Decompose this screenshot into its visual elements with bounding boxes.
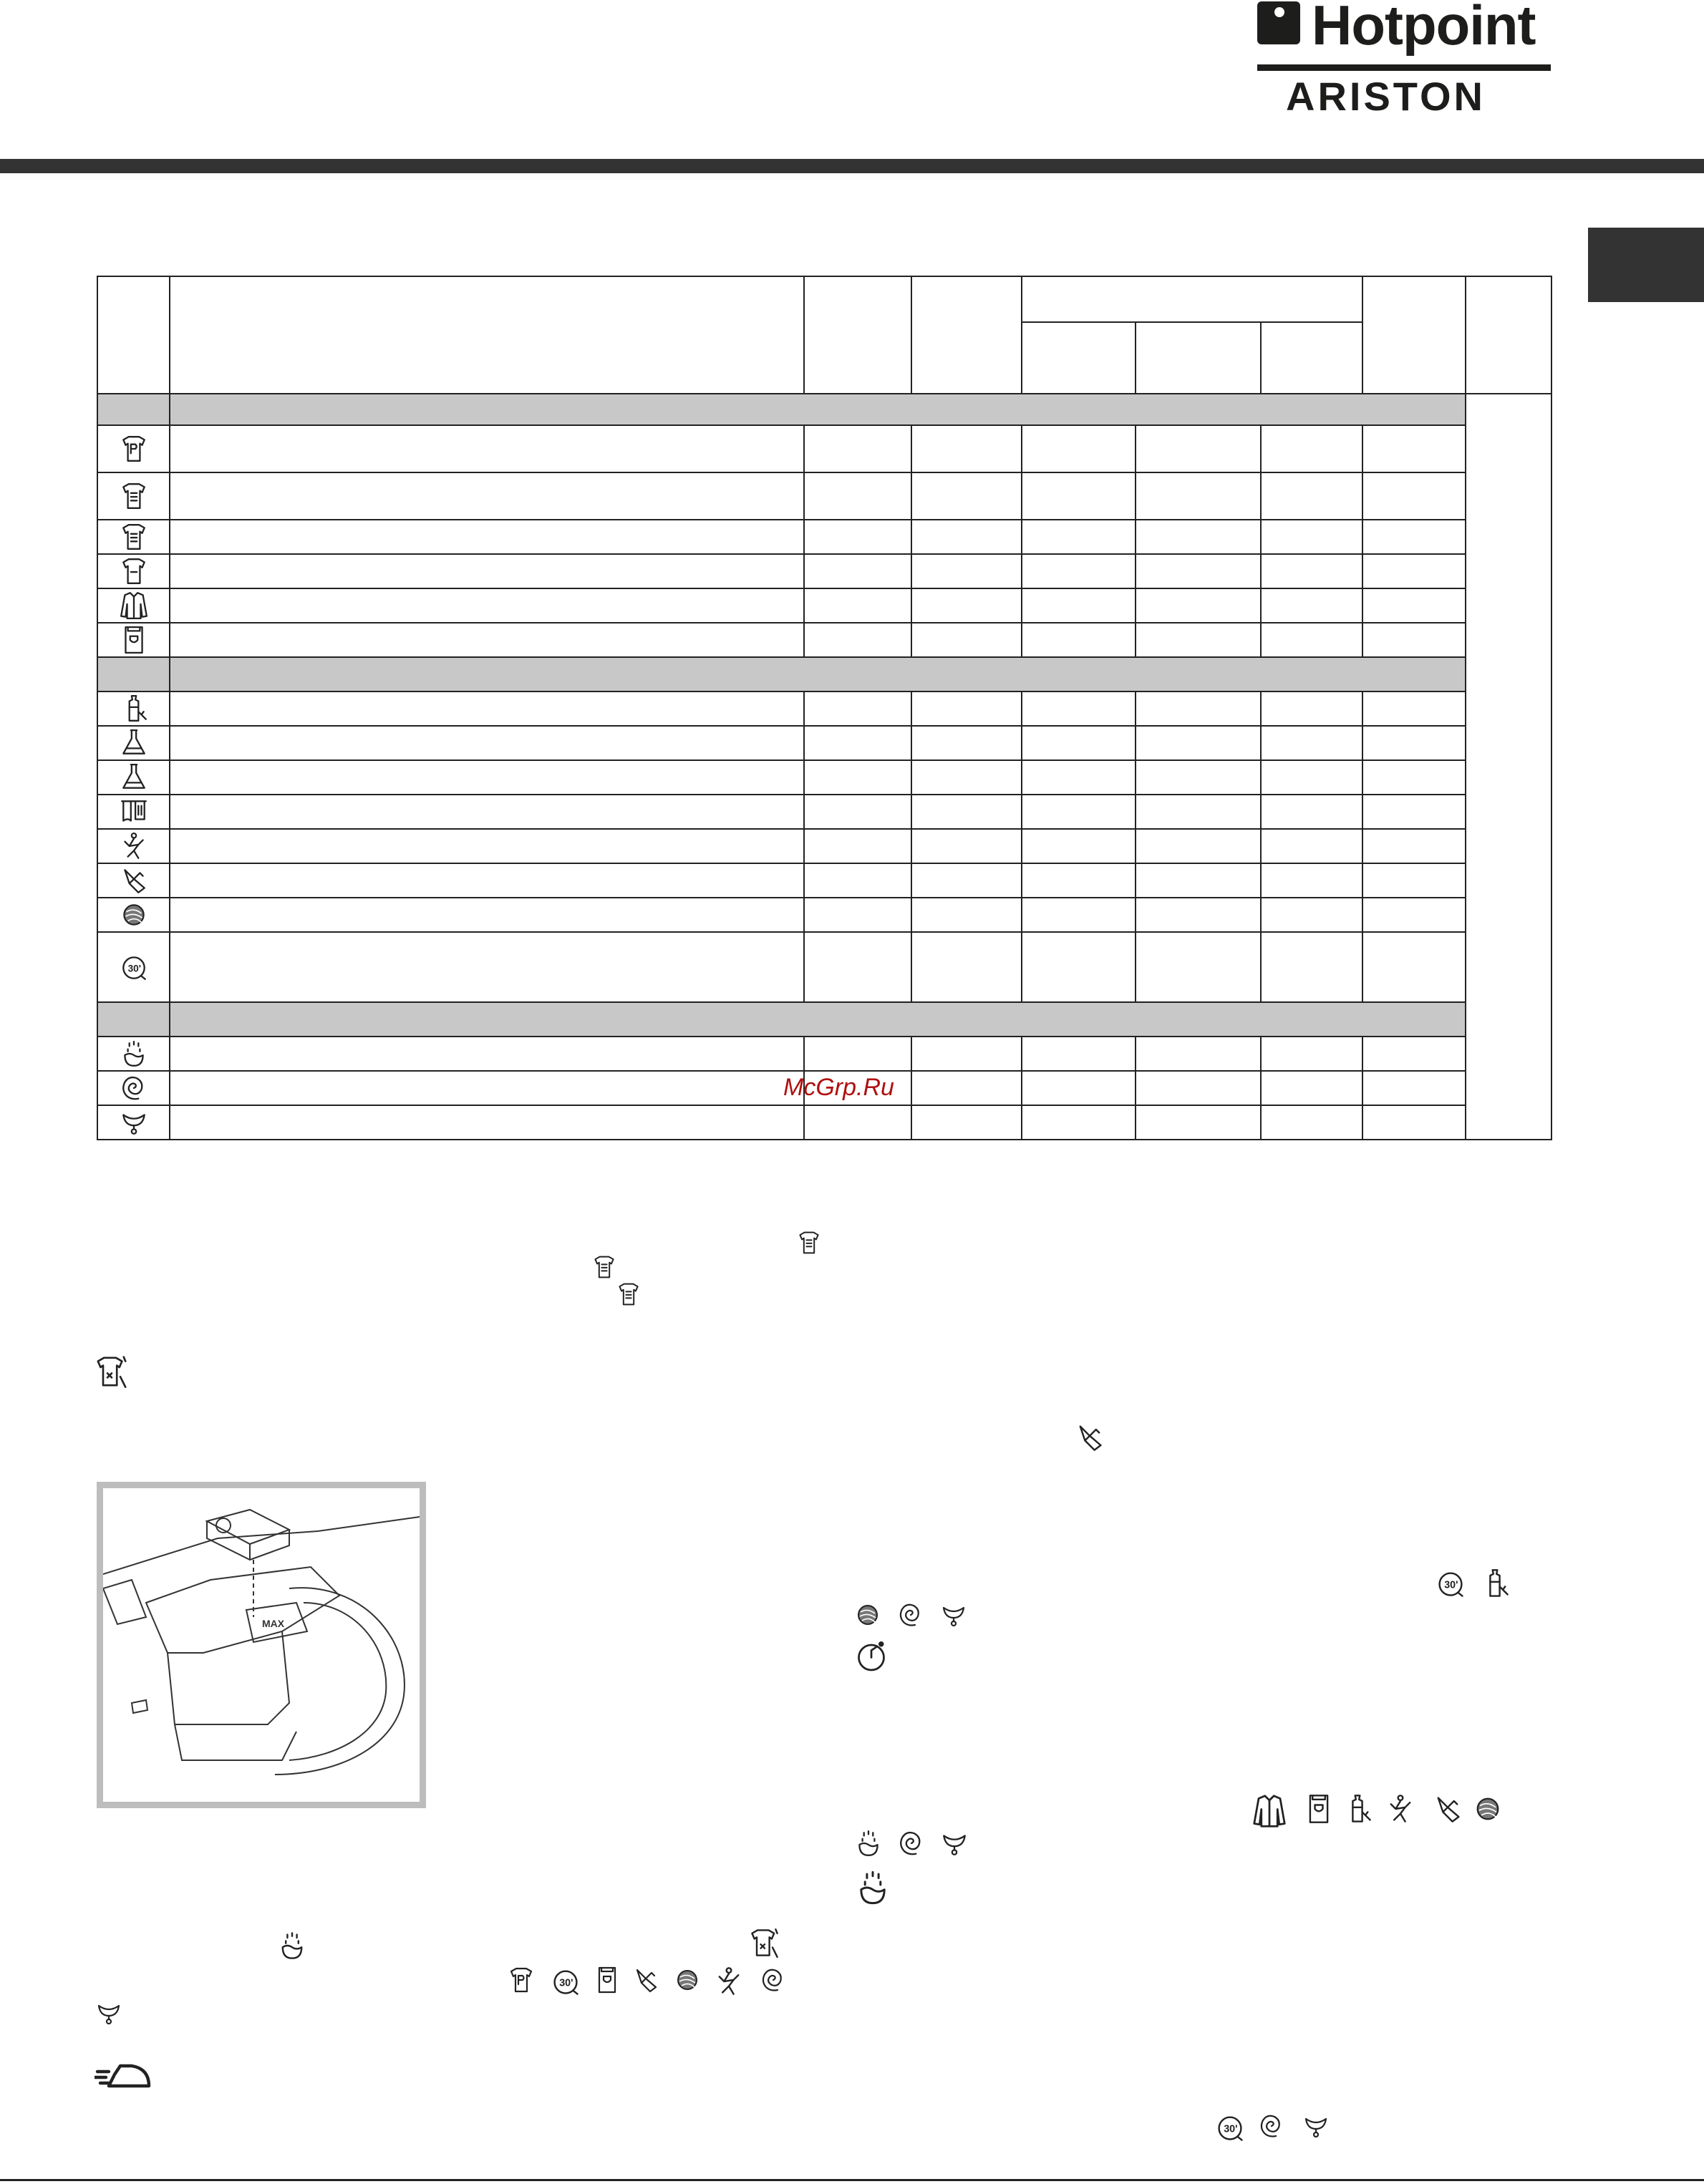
table-row	[97, 623, 1551, 657]
brand-name-top: Hotpoint	[1312, 0, 1536, 57]
table-cell	[911, 760, 1022, 795]
table-cell	[1261, 829, 1362, 863]
brand-name-bottom: ARISTON	[1286, 74, 1486, 119]
wool-icon	[1472, 1793, 1504, 1825]
table-row	[97, 1105, 1551, 1140]
table-cell	[911, 1037, 1022, 1071]
table-row	[97, 425, 1551, 472]
table-cell	[170, 588, 804, 623]
spin-icon	[759, 1966, 788, 1994]
table-cell	[911, 726, 1022, 760]
jacket-icon	[97, 588, 170, 623]
express-30-icon	[97, 932, 170, 1002]
table-cell	[170, 520, 804, 554]
table-cell	[804, 425, 911, 472]
table-cell	[1136, 520, 1261, 554]
table-row	[97, 932, 1551, 1002]
table-cell	[804, 760, 911, 795]
table-cell	[170, 1071, 804, 1105]
table-cell	[1362, 1071, 1466, 1105]
header-bar	[0, 159, 1704, 173]
flask-icon	[97, 760, 170, 795]
logo-mark-icon	[1257, 1, 1300, 44]
table-cell	[1136, 1071, 1261, 1105]
band-cell	[97, 394, 170, 425]
silk-icon	[631, 1966, 660, 1994]
table-cell	[170, 1037, 804, 1071]
table-cell	[804, 1037, 911, 1071]
table-cell	[1136, 898, 1261, 932]
table-row	[97, 472, 1551, 520]
table-cell	[1362, 932, 1466, 1002]
table-cell	[804, 795, 911, 829]
table-cell	[1261, 1105, 1362, 1140]
table-cell	[1136, 588, 1261, 623]
table-cell	[170, 425, 804, 472]
svg-text:30': 30'	[1444, 1579, 1458, 1591]
detergent-drawer-figure	[97, 1482, 426, 1808]
table-row	[97, 588, 1551, 623]
section-band	[97, 657, 1551, 691]
table-cell	[1136, 1105, 1261, 1140]
logo-divider	[1257, 64, 1551, 71]
wool-icon	[97, 898, 170, 932]
section-band	[97, 1002, 1551, 1037]
table-cell	[1362, 1037, 1466, 1071]
table-cell	[804, 691, 911, 726]
timer-icon	[853, 1638, 889, 1674]
rinse-icon	[853, 1868, 892, 1907]
table-cell	[911, 520, 1022, 554]
iron-icon	[95, 2043, 152, 2100]
table-cell	[1362, 760, 1466, 795]
jeans-icon	[1303, 1793, 1335, 1825]
band-cell	[170, 1002, 1466, 1037]
table-cell	[1261, 760, 1362, 795]
table-cell	[1136, 554, 1261, 588]
table-cell	[1022, 1071, 1136, 1105]
drain-icon	[97, 1105, 170, 1140]
table-cell	[1022, 1037, 1136, 1071]
table-cell	[1362, 898, 1466, 932]
table-cell	[804, 472, 911, 520]
table-row	[97, 760, 1551, 795]
table-cell	[1362, 472, 1466, 520]
table-cell	[170, 691, 804, 726]
spin-icon	[97, 1071, 170, 1105]
table-cell	[170, 863, 804, 898]
header-cell	[1022, 276, 1362, 322]
header-cell	[804, 276, 911, 394]
table-cell	[1362, 691, 1466, 726]
spin-icon	[1257, 2112, 1286, 2140]
svg-text:30': 30'	[127, 963, 141, 974]
table-cell	[1022, 554, 1136, 588]
baby-bottle-icon	[97, 691, 170, 726]
table-cell	[1362, 623, 1466, 657]
table-cell	[1022, 1105, 1136, 1140]
table-cell	[1261, 932, 1362, 1002]
table-cell	[1261, 898, 1362, 932]
table-cell	[911, 795, 1022, 829]
table-header-row	[97, 276, 1551, 322]
header-cell	[911, 276, 1022, 394]
table-cell	[170, 932, 804, 1002]
table-cell	[804, 898, 911, 932]
header-cell	[170, 276, 804, 394]
table-row	[97, 863, 1551, 898]
table-cell	[170, 726, 804, 760]
table-cell	[804, 932, 911, 1002]
shirt-p-icon	[507, 1966, 536, 1994]
table-cell	[1022, 425, 1136, 472]
notes-column	[1466, 394, 1551, 1140]
footer-rule	[0, 2179, 1704, 2181]
table-cell	[1362, 829, 1466, 863]
table-cell	[804, 554, 911, 588]
table-cell	[911, 1071, 1022, 1105]
header-cell	[1261, 322, 1362, 394]
svg-text:30': 30'	[559, 1977, 573, 1989]
table-cell	[911, 829, 1022, 863]
table-row	[97, 554, 1551, 588]
table-cell	[911, 623, 1022, 657]
shirt-lines-icon	[796, 1230, 822, 1256]
table-cell	[1136, 795, 1261, 829]
table-cell	[1136, 1037, 1261, 1071]
express-30-icon	[1435, 1568, 1466, 1599]
drawer-illustration	[103, 1488, 420, 1802]
table-cell	[911, 898, 1022, 932]
feather-figure-icon	[1385, 1793, 1416, 1825]
shirt-p-icon	[97, 425, 170, 472]
table-row	[97, 898, 1551, 932]
language-tab	[1588, 228, 1704, 302]
max-label: MAX	[262, 1618, 285, 1629]
band-cell	[170, 657, 1466, 691]
table-cell	[170, 554, 804, 588]
rinse-icon	[853, 1828, 884, 1858]
table-cell	[1261, 554, 1362, 588]
jacket-icon	[1252, 1793, 1287, 1829]
header-cell	[97, 276, 170, 394]
table-cell	[1362, 863, 1466, 898]
table-cell	[1261, 863, 1362, 898]
table-cell	[1261, 425, 1362, 472]
table-cell	[1022, 863, 1136, 898]
programme-table	[97, 276, 1552, 1140]
table-cell	[1362, 520, 1466, 554]
table-cell	[911, 425, 1022, 472]
spin-icon	[896, 1828, 926, 1858]
table-cell	[1022, 795, 1136, 829]
shirt-lines-icon	[97, 520, 170, 554]
drain-icon	[95, 1999, 123, 2027]
shirt-lines-icon	[591, 1254, 617, 1280]
table-cell	[1022, 472, 1136, 520]
table-cell	[170, 898, 804, 932]
table-cell	[804, 520, 911, 554]
table-cell	[804, 726, 911, 760]
table-cell	[1136, 691, 1261, 726]
table-cell	[1362, 726, 1466, 760]
table-cell	[1261, 520, 1362, 554]
table-cell	[1022, 588, 1136, 623]
table-cell	[1136, 829, 1261, 863]
baby-bottle-icon	[1342, 1793, 1373, 1825]
table-cell	[1261, 588, 1362, 623]
table-cell	[911, 554, 1022, 588]
express-30-icon	[1214, 2112, 1246, 2143]
baby-bottle-icon	[1479, 1568, 1511, 1599]
table-cell	[1136, 932, 1261, 1002]
table-cell	[911, 588, 1022, 623]
table-cell	[1136, 726, 1261, 760]
table-cell	[804, 588, 911, 623]
table-cell	[1261, 795, 1362, 829]
table-cell	[1022, 691, 1136, 726]
band-cell	[97, 657, 170, 691]
table-cell	[1022, 520, 1136, 554]
header-cell	[1136, 322, 1261, 394]
curtain-icon	[97, 795, 170, 829]
svg-text:30': 30'	[1224, 2123, 1238, 2135]
section-band	[97, 394, 1551, 425]
table-cell	[1362, 588, 1466, 623]
silk-icon	[1432, 1793, 1463, 1825]
watermark: McGrp.Ru	[783, 1074, 894, 1101]
jeans-icon	[97, 623, 170, 657]
table-cell	[170, 795, 804, 829]
table-cell	[1136, 623, 1261, 657]
table-cell	[911, 472, 1022, 520]
table-cell	[170, 760, 804, 795]
wool-icon	[673, 1966, 702, 1994]
express-30-icon	[550, 1966, 581, 1997]
table-cell	[911, 863, 1022, 898]
spin-icon	[896, 1601, 925, 1629]
table-row	[97, 520, 1551, 554]
table-cell	[911, 1105, 1022, 1140]
table-cell	[804, 1105, 911, 1140]
band-cell	[97, 1002, 170, 1037]
header-cell	[1362, 276, 1466, 394]
table-row	[97, 795, 1551, 829]
silk-icon	[1074, 1422, 1105, 1453]
table-cell	[1261, 1071, 1362, 1105]
table-cell	[1362, 425, 1466, 472]
brand-logo	[1254, 0, 1555, 122]
shirt-dash-icon	[97, 554, 170, 588]
table-row	[97, 829, 1551, 863]
table-cell	[1261, 691, 1362, 726]
table-cell	[1136, 425, 1261, 472]
table-cell	[1362, 795, 1466, 829]
table-cell	[170, 829, 804, 863]
drain-icon	[939, 1601, 968, 1629]
silk-icon	[97, 863, 170, 898]
table-cell	[1261, 623, 1362, 657]
table-cell	[1022, 932, 1136, 1002]
shirt-lines-icon	[97, 472, 170, 520]
table-row	[97, 726, 1551, 760]
table-cell	[170, 623, 804, 657]
table-cell	[911, 691, 1022, 726]
table-cell	[1022, 623, 1136, 657]
table-cell	[1022, 829, 1136, 863]
table-cell	[1362, 1105, 1466, 1140]
table-cell	[1022, 898, 1136, 932]
rinse-icon	[97, 1037, 170, 1071]
wool-icon	[853, 1601, 882, 1629]
flask-icon	[97, 726, 170, 760]
feather-figure-icon	[713, 1966, 745, 1997]
table-cell	[804, 863, 911, 898]
table-cell	[1022, 760, 1136, 795]
table-cell	[1261, 472, 1362, 520]
band-cell	[170, 394, 1466, 425]
table-row	[97, 1037, 1551, 1071]
drain-icon	[1302, 2112, 1330, 2140]
table-cell	[1136, 472, 1261, 520]
table-cell	[1261, 726, 1362, 760]
table-cell	[804, 829, 911, 863]
table-cell	[1022, 726, 1136, 760]
table-cell	[804, 623, 911, 657]
shirt-stain-icon	[749, 1927, 780, 1959]
table-cell	[170, 472, 804, 520]
table-cell	[1362, 554, 1466, 588]
table-cell	[1136, 863, 1261, 898]
shirt-lines-icon	[616, 1281, 642, 1307]
header-cell	[1022, 322, 1136, 394]
table-cell	[1136, 760, 1261, 795]
drain-icon	[939, 1828, 969, 1858]
shirt-stain-icon	[95, 1354, 129, 1389]
rinse-icon	[276, 1930, 308, 1961]
table-cell	[170, 1105, 804, 1140]
table-row	[97, 691, 1551, 726]
jeans-icon	[593, 1966, 621, 1994]
header-cell	[1466, 276, 1551, 394]
table-cell	[911, 932, 1022, 1002]
feather-figure-icon	[97, 829, 170, 863]
table-cell	[1261, 1037, 1362, 1071]
